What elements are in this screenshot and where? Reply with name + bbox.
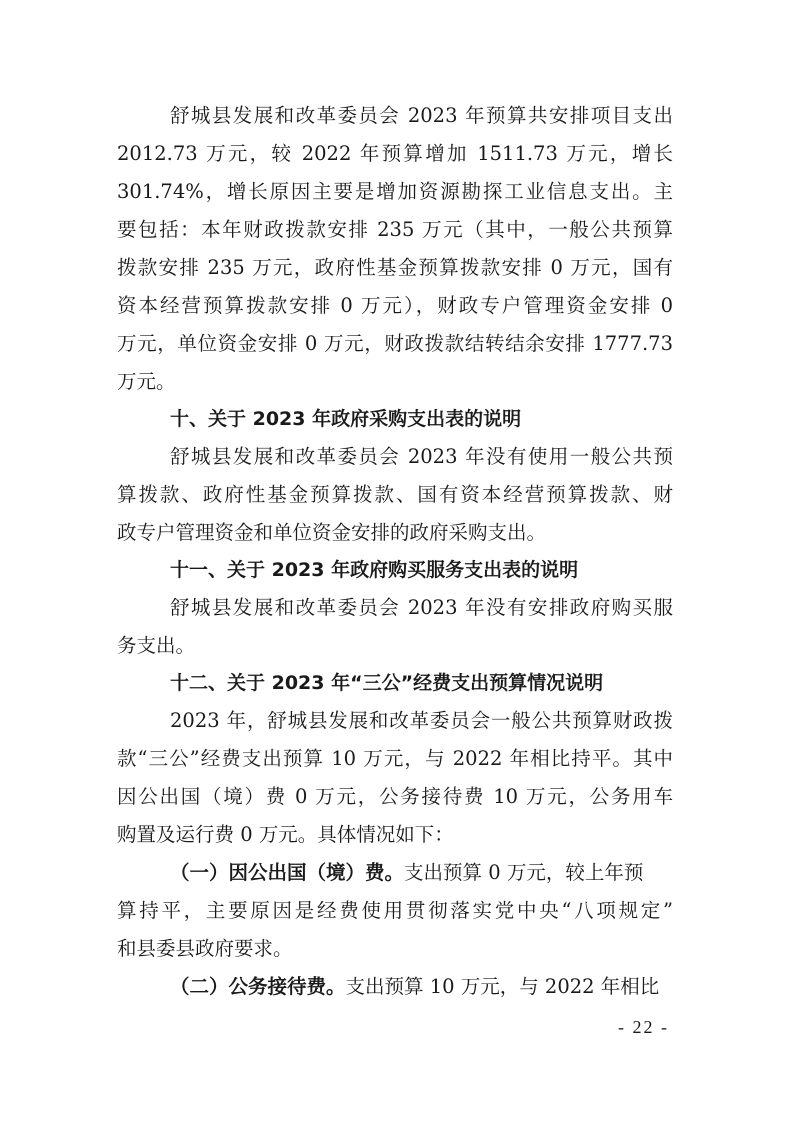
section-heading-10: 十、关于 2023 年政府采购支出表的说明 (170, 408, 522, 430)
subsection-text: 支出预算 10 万元，与 2022 年相比 (345, 975, 660, 998)
paragraph-line: 因公出国（境）费 0 万元，公务接待费 10 万元，公务用车 (117, 785, 673, 808)
paragraph-line: 资本经营预算拨款安排 0 万元），财政专户管理资金安排 0 (117, 294, 673, 317)
paragraph-line: 算持平，主要原因是经费使用贯彻落实党中央“八项规定” (117, 899, 673, 922)
paragraph-line: 301.74%，增长原因主要是增加资源勘探工业信息支出。主 (117, 180, 673, 203)
subsection-text: 支出预算 0 万元，较上年预 (404, 861, 644, 884)
section-heading-11: 十一、关于 2023 年政府购买服务支出表的说明 (170, 559, 579, 581)
paragraph-line: 算拨款、政府性基金预算拨款、国有资本经营预算拨款、财 (117, 483, 673, 506)
paragraph-line: 万元，单位资金安排 0 万元，财政拨款结转结余安排 1777.73 (117, 332, 673, 355)
paragraph-line: 舒城县发展和改革委员会 2023 年没有使用一般公共预 (170, 445, 673, 468)
paragraph-line: 舒城县发展和改革委员会 2023 年没有安排政府购买服 (170, 596, 673, 619)
paragraph-line: 要包括：本年财政拨款安排 235 万元（其中，一般公共预算 (117, 218, 673, 241)
section-heading-12: 十二、关于 2023 年“三公”经费支出预算情况说明 (170, 672, 604, 694)
paragraph-line: 2012.73 万元，较 2022 年预算增加 1511.73 万元，增长 (117, 142, 673, 165)
paragraph-line: 务支出。 (117, 634, 196, 657)
subsection-line-1 (170, 854, 673, 892)
subsection-line-2 (170, 968, 673, 1006)
paragraph-line: 万元。 (117, 370, 176, 393)
paragraph-line: 拨款安排 235 万元，政府性基金预算拨款安排 0 万元，国有 (117, 256, 673, 279)
paragraph-line: 政专户管理资金和单位资金安排的政府采购支出。 (117, 521, 547, 544)
paragraph-line: 和县委县政府要求。 (117, 937, 293, 960)
page-number: - 22 - (618, 1017, 669, 1037)
paragraph-line: 舒城县发展和改革委员会 2023 年预算共安排项目支出 (170, 104, 673, 127)
paragraph-line: 购置及运行费 0 万元。具体情况如下： (117, 823, 454, 846)
subsection-title-overseas: （一）因公出国（境）费。 (170, 861, 405, 884)
subsection-title-reception: （二）公务接待费。 (170, 975, 346, 998)
paragraph-line: 2023 年，舒城县发展和改革委员会一般公共预算财政拨 (170, 709, 673, 732)
paragraph-line: 款“三公”经费支出预算 10 万元，与 2022 年相比持平。其中 (117, 747, 673, 770)
